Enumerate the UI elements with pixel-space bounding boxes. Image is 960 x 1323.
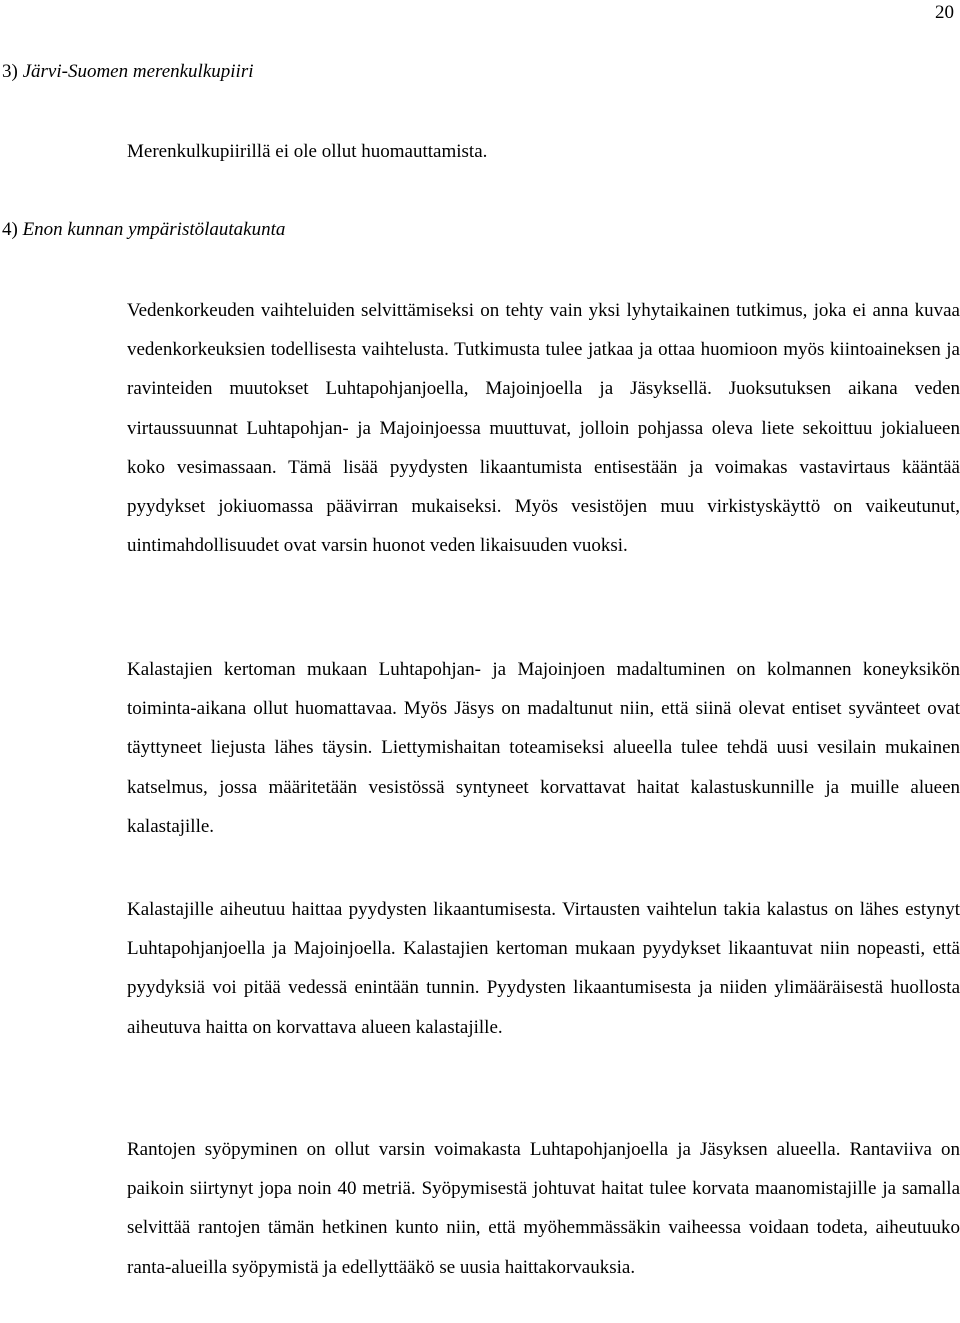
section-title: Enon kunnan ympäristölautakunta [22,219,286,240]
body-paragraph: Kalastajien kertoman mukaan Luhtapohjan- ja Majoinjoen madaltuminen on kolmannen koneyksikön toiminta-aikana ollut huomattavaa. Myös Jäsys on madaltunut niin, että siinä olevat entiset syvänteet ovat täyttyneet liejusta lähes täysin. Liettymishaitan toteamiseksi alueella tulee tehdä uusi vesilain mukainen katselmus, jossa määritetään vesistössä syntyneet korvattavat haitat kalastuskunnille ja muille alueen kalastajille. [127,659,960,837]
body-paragraph: Merenkulkupiirillä ei ole ollut huomauttamista. [127,141,488,162]
section-heading-3 [2,61,254,83]
section-number: 3) [2,61,18,82]
body-paragraph: Rantojen syöpyminen on ollut varsin voimakasta Luhtapohjanjoella ja Jäsyksen alueella. Rantaviiva on paikoin siirtynyt jopa noin 40 metriä. Syöpymisestä johtuvat haitat tulee korvata maanomistajille ja samalla selvittää rantojen tämän hetkinen kunto niin, että myöhemmässäkin vaiheessa voidaan todeta, aiheutuuko ranta-alueilla syöpymistä ja edellyttääkö se uusia haittakorvauksia. [127,1139,960,1278]
section-title: Järvi-Suomen merenkulkupiiri [22,61,254,82]
section-number: 4) [2,219,18,240]
section-heading-4 [2,219,285,241]
page-number: 20 [935,2,954,23]
body-paragraph: Vedenkorkeuden vaihteluiden selvittämiseksi on tehty vain yksi lyhytaikainen tutkimus, joka ei anna kuvaa vedenkorkeuksien todellisesta vaihtelusta. Tutkimusta tulee jatkaa ja ottaa huomioon myös kiintoaineksen ja ravinteiden muutokset Luhtapohjanjoella, Majoinjoella ja Jäsyksellä. Juoksutuksen aikana veden virtaussuunnat Luhtapohjan- ja Majoinjoessa muuttuvat, jolloin pohjassa oleva liete sekoittuu jokialueen koko vesimassaan. Tämä lisää pyydysten likaantumista entisestään ja voimakas vastavirtaus kääntää pyydykset jokiuomassa päävirran mukaiseksi. Myös vesistöjen muu virkistyskäyttö on vaikeutunut, uintimahdollisuudet ovat varsin huonot veden likaisuuden vuoksi. [127,300,960,557]
body-paragraph: Kalastajille aiheutuu haittaa pyydysten likaantumisesta. Virtausten vaihtelun takia kalastus on lähes estynyt Luhtapohjanjoella ja Majoinjoella. Kalastajien kertoman mukaan pyydykset likaantuvat niin nopeasti, että pyydyksiä voi pitää vedessä enintään tunnin. Pyydysten likaantumisesta ja niiden ylimääräisestä huollosta aiheutuva haitta on korvattava alueen kalastajille. [127,899,960,1038]
